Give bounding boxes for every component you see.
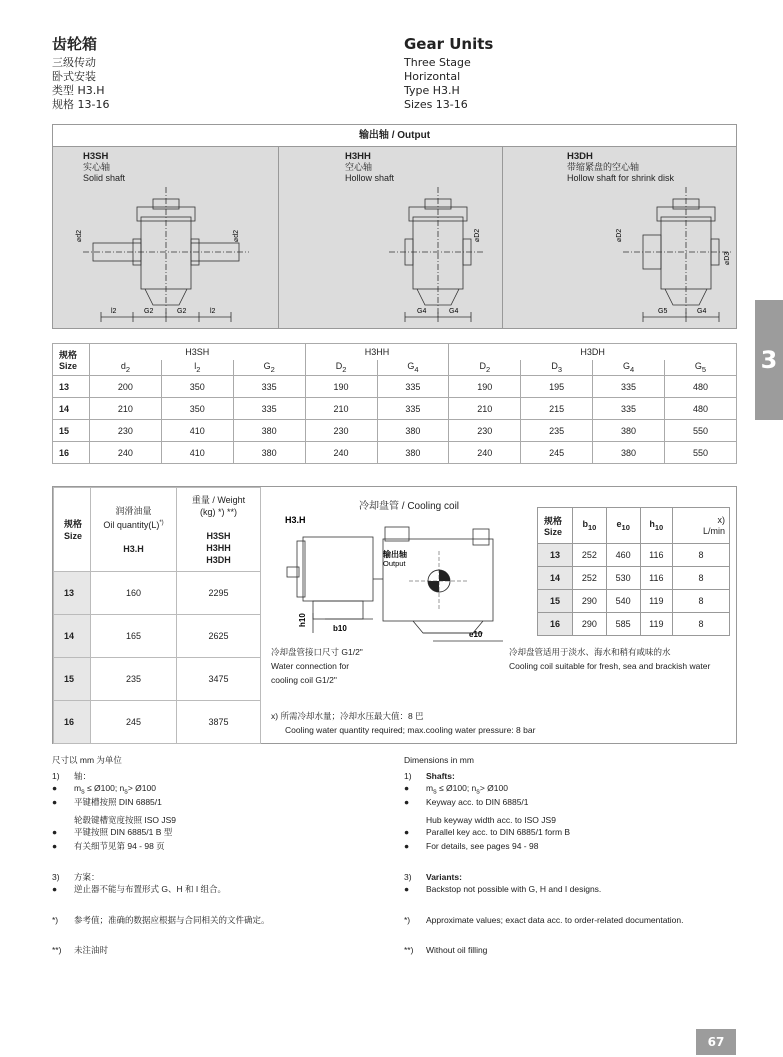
table-row: 14 252 530 116 8 <box>538 567 730 590</box>
output-zh-label: 输出轴 <box>383 550 407 559</box>
e10-label: e10 <box>469 630 483 639</box>
cooling-drawing <box>273 509 543 649</box>
dia-label: ⌀D3 <box>724 251 731 265</box>
dim-label: G4 <box>417 308 427 315</box>
panel-code: H3HH <box>345 151 371 162</box>
dia-label: ⌀D2 <box>474 228 481 242</box>
subtitle-zh-1: 三级传动 <box>52 56 96 69</box>
panel-h3dh <box>503 147 736 328</box>
dim-label: G4 <box>697 308 707 315</box>
page-number: 67 <box>696 1029 736 1055</box>
table-row: 14 210 350 335 210 335 210 215 335 480 <box>53 398 737 420</box>
subtitle-en-3: Type H3.H <box>404 84 460 97</box>
dim-label: G4 <box>449 308 459 315</box>
output-title: 输出轴 / Output <box>53 125 736 147</box>
cooling-title: 冷却盘管 / Cooling coil <box>359 501 460 512</box>
output-section <box>52 124 737 329</box>
cooling-suitability-text: 冷却盘管适用于淡水、海水和稍有咸味的水 Cooling coil suitable for fresh, sea and brackish water <box>509 647 711 671</box>
panel-zh: 带缩紧盘的空心轴 <box>567 162 640 172</box>
dim-label: G2 <box>177 308 187 315</box>
dim-label: G2 <box>144 308 154 315</box>
table-row: 16 240 410 380 240 380 240 245 380 550 <box>53 442 737 464</box>
col-header: $D_2$ <box>449 360 521 376</box>
col-header: $G_4$ <box>377 360 449 376</box>
output-en-label: Output <box>383 559 406 568</box>
panel-code: H3DH <box>567 151 593 162</box>
output-shaft-fill <box>439 570 450 581</box>
panel-code: H3SH <box>83 151 109 162</box>
group-h3sh: H3SH <box>90 344 306 360</box>
size-header: 规格 Size <box>53 344 90 376</box>
subtitle-en-4: Sizes 13-16 <box>404 98 468 111</box>
title-zh: 齿轮箱 <box>52 35 98 53</box>
output-shaft-fill <box>428 581 439 592</box>
col-header: $l_2$ <box>161 360 233 376</box>
chapter-tab[interactable]: 3 <box>755 300 783 420</box>
col-header: $G_5$ <box>665 360 737 376</box>
table-row: 15 235 3475 <box>54 658 261 701</box>
col-header: $D_2$ <box>305 360 377 376</box>
col-header: $d_2$ <box>90 360 162 376</box>
panel-en: Solid shaft <box>83 173 126 183</box>
table-row: 13 200 350 335 190 335 190 195 335 480 <box>53 376 737 398</box>
subtitle-en-2: Horizontal <box>404 70 461 83</box>
dim-label: G5 <box>658 308 668 315</box>
h10-label: h10 <box>298 613 307 627</box>
cooling-connection-text: 冷却盘管接口尺寸 G1/2" Water connection for cooling coil G1/2" <box>271 647 363 685</box>
group-h3dh: H3DH <box>449 344 737 360</box>
panel-zh: 空心轴 <box>345 162 373 172</box>
header-zh <box>52 34 109 112</box>
dimension-table <box>52 343 737 464</box>
solid-shaft-drawing <box>53 147 279 328</box>
dim-label: l2 <box>111 308 117 315</box>
panel-h3sh <box>53 147 279 328</box>
panel-en: Hollow shaft for shrink disk <box>567 173 675 183</box>
header-en <box>404 34 493 112</box>
panel-h3hh <box>279 147 503 328</box>
title-en: Gear Units <box>404 35 494 53</box>
table-row: 16 245 3875 <box>54 701 261 744</box>
subtitle-en-1: Three Stage <box>404 56 471 69</box>
subtitle-zh-4: 规格 13-16 <box>52 98 110 111</box>
table-row: 15 290 540 119 8 <box>538 590 730 613</box>
col-header: $G_2$ <box>233 360 305 376</box>
panel-zh: 实心轴 <box>83 162 111 172</box>
table-row: 13 160 2295 <box>54 572 261 615</box>
b10-label: b10 <box>333 624 347 633</box>
oil-cooling-section <box>52 486 737 744</box>
oil-weight-table: 规格 Size 润滑油量 Oil quantity(L)*) H3.H 重量 / Weight (kg) *) **) H3SH H3HH H3DH 13 160 2295 14 165 2625 15 235 3475 16 245 3875 <box>53 487 261 744</box>
shrink-disk-drawing <box>503 147 736 328</box>
col-header: $G_4$ <box>593 360 665 376</box>
dia-label: ⌀d2 <box>76 229 83 242</box>
panel-en: Hollow shaft <box>345 173 395 183</box>
dim-label: l2 <box>210 308 216 315</box>
dia-label: ⌀D2 <box>616 228 623 242</box>
hollow-shaft-drawing <box>279 147 503 328</box>
table-row: 15 230 410 380 230 380 230 235 380 550 <box>53 420 737 442</box>
group-h3hh: H3HH <box>305 344 449 360</box>
drawing-type-label: H3.H <box>285 515 306 525</box>
dia-label: ⌀d2 <box>233 229 240 242</box>
table-row: 16 290 585 119 8 <box>538 613 730 636</box>
subtitle-zh-3: 类型 H3.H <box>52 84 105 97</box>
table-row: 13 252 460 116 8 <box>538 544 730 567</box>
subtitle-zh-2: 卧式安装 <box>52 70 96 83</box>
table-row: 14 165 2625 <box>54 615 261 658</box>
cooling-water-note: x) 所需冷却水量；冷却水压最大值：8 巴 Cooling water quantity required; max.cooling water pressure: 8 bar <box>271 711 536 735</box>
cooling-table: 规格 Size $b_{10}$ $e_{10}$ $h_{10}$ x) L/min 13 252 460 116 8 14 252 530 116 8 15 290 540 119 8 16 290 585 119 8 <box>537 507 730 636</box>
col-header: $D_3$ <box>521 360 593 376</box>
